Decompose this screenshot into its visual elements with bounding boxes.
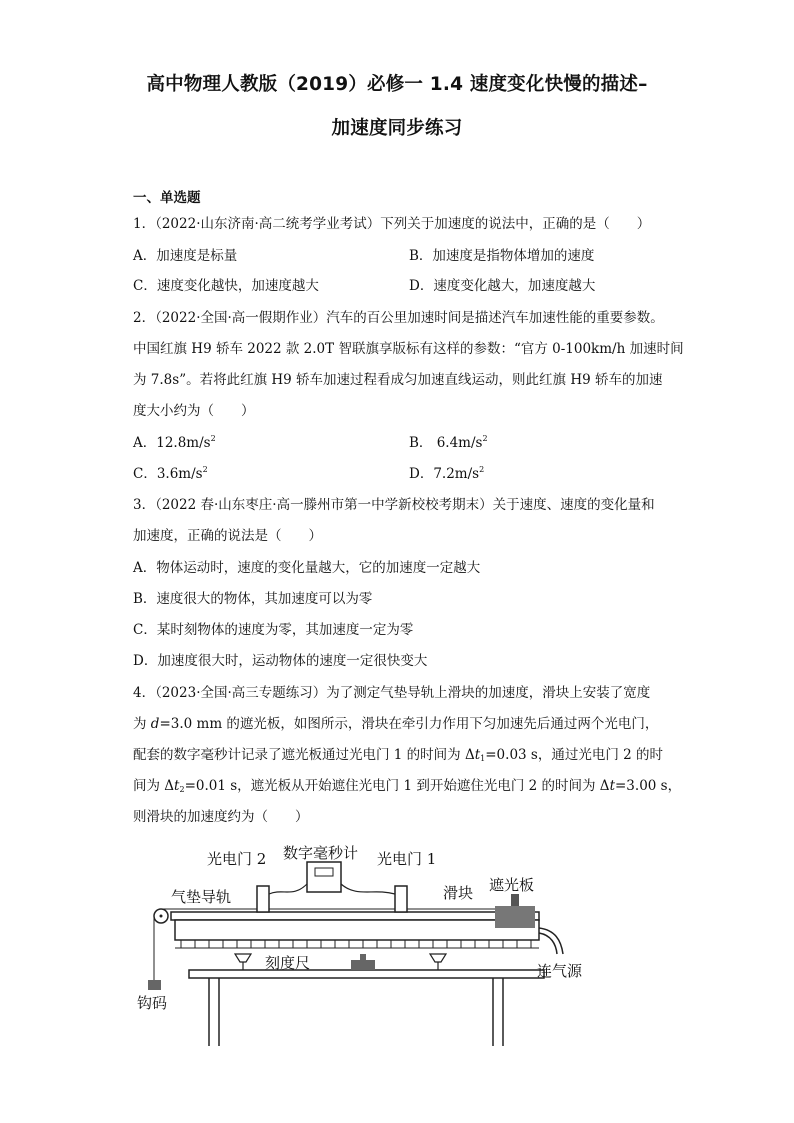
air-track-body: [175, 920, 539, 940]
timer-cable-right: [341, 884, 395, 894]
label-slider: 滑块: [443, 884, 474, 902]
q1-option-b: B．加速度是指物体增加的速度: [409, 248, 595, 264]
q2-stem-line-3: 为 7.8s”。若将此红旗 H9 轿车加速过程看成匀加速直线运动，则此红旗 H9 轿车的加速: [133, 372, 663, 388]
label-photogate-2: 光电门 2: [207, 850, 267, 868]
label-weight: 钩码: [137, 994, 168, 1012]
q1-stem: 1．（2022·山东济南·高二统考学业考试）下列关于加速度的说法中，正确的是（ ）: [133, 216, 651, 232]
q3-option-a: A．物体运动时，速度的变化量越大，它的加速度一定越大: [133, 560, 481, 576]
hanging-weight: [148, 980, 161, 990]
ruler-scale: [175, 940, 539, 948]
q2-option-a: A．$12.8m/s^2$: [133, 434, 216, 451]
track-foot-right: [430, 954, 446, 962]
section-heading: 一、单选题: [133, 190, 201, 206]
air-track-top: [171, 912, 539, 920]
q3-option-d: D．加速度很大时，运动物体的速度一定很快变大: [133, 653, 428, 669]
q2-option-a-exponent: 2: [210, 434, 216, 443]
q4-stem-line-3: 配套的数字毫秒计记录了遮光板通过光电门 1 的时间为 $\Delta t_1=0.03$ s，通过光电门 2 的时: [133, 747, 664, 763]
label-air-source: 连气源: [537, 962, 583, 980]
center-support-stem: [360, 954, 366, 962]
q2-option-d-exponent: 2: [479, 465, 485, 474]
q2-option-b-exponent: 2: [482, 434, 488, 443]
slider-block: [495, 906, 535, 928]
q2-option-b: B． $6.4m/s^2$: [409, 434, 488, 451]
q2-option-c: C．$3.6m/s^2$: [133, 465, 208, 482]
table-top: [189, 970, 544, 978]
q1-option-a: A．加速度是标量: [133, 248, 238, 264]
air-supply-hose-inner: [539, 933, 557, 954]
digital-timer: [307, 862, 341, 892]
q1-option-d: D．速度变化越大，加速度越大: [409, 278, 596, 294]
timer-cable-left: [269, 884, 307, 894]
q3-stem-line-1: 3．（2022 春·山东枣庄·高一滕州市第一中学新校校考期末）关于速度、速度的变化量和: [133, 497, 655, 513]
label-air-track: 气垫导轨: [171, 888, 232, 906]
q4-stem-line-2: 为 d=3.0 mm 的遮光板，如图所示，滑块在牵引力作用下匀加速先后通过两个光电门，: [133, 716, 659, 732]
q3-option-c: C．某时刻物体的速度为零，其加速度一定为零: [133, 622, 414, 638]
pulley-axle: [160, 915, 163, 918]
q1-option-c: C．速度变化越快，加速度越大: [133, 278, 319, 294]
q2-option-d: D．$7.2m/s^2$: [409, 465, 485, 482]
air-supply-hose: [539, 928, 563, 954]
shield-plate: [511, 894, 519, 906]
photogate-1: [395, 886, 407, 912]
document-title-line-1: 高中物理人教版（2019）必修一 1.4 速度变化快慢的描述–: [146, 74, 648, 95]
q3-option-b: B．速度很大的物体，其加速度可以为零: [133, 591, 373, 607]
label-shield: 遮光板: [489, 876, 535, 894]
label-scale: 刻度尺: [265, 954, 311, 972]
photogate-2: [257, 886, 269, 912]
document-title-line-2: 加速度同步练习: [331, 118, 463, 139]
label-photogate-1: 光电门 1: [377, 850, 437, 868]
q3-stem-line-2: 加速度，正确的说法是（ ）: [133, 528, 322, 544]
q4-stem-line-1: 4．（2023·全国·高三专题练习）为了测定气垫导轨上滑块的加速度，滑块上安装了宽度: [133, 685, 651, 701]
q4-stem-line-5: 则滑块的加速度约为（ ）: [133, 809, 309, 825]
label-digital-timer: 数字毫秒计: [283, 844, 359, 862]
q2-stem-line-2: 中国红旗 H9 轿车 2022 款 2.0T 智联旗享版标有这样的参数：“官方 0-100km/h 加速时间: [133, 341, 684, 357]
q2-stem-line-4: 度大小约为（ ）: [133, 403, 255, 419]
q4-stem-line-4: 间为 $\Delta t_2=0.01$ s，遮光板从开始遮住光电门 1 到开始遮住光电门 2 的时间为 Δt=3.00 s，: [133, 778, 682, 794]
track-foot-left: [235, 954, 251, 962]
air-track-diagram: [133, 836, 603, 1048]
digital-timer-display: [315, 868, 333, 876]
q2-option-c-exponent: 2: [202, 465, 208, 474]
q2-stem-line-1: 2．（2022·全国·高一假期作业）汽车的百公里加速时间是描述汽车加速性能的重要参数。: [133, 310, 664, 326]
